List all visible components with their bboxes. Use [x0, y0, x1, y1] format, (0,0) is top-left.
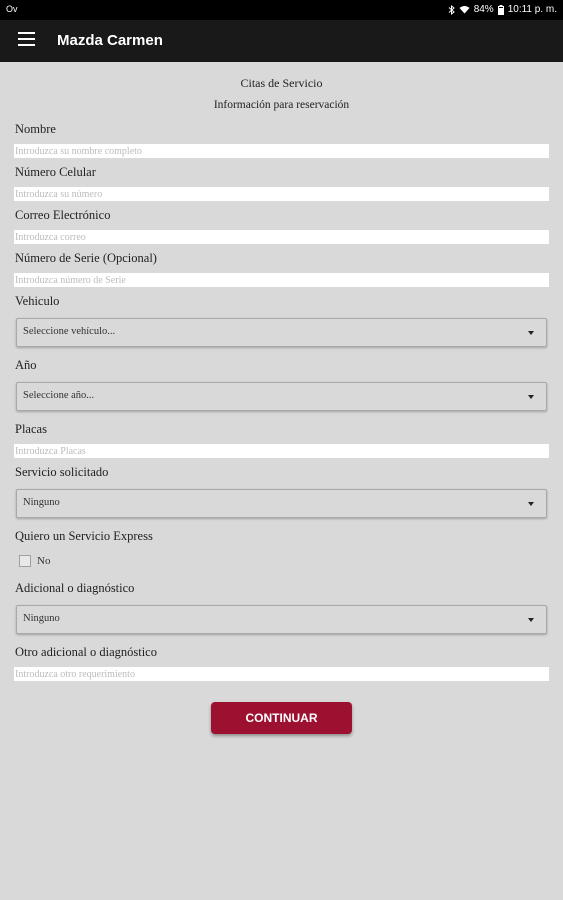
dropdown-arrow-icon — [528, 502, 534, 506]
continue-button[interactable]: CONTINUAR — [211, 702, 352, 734]
status-icons — [448, 4, 557, 15]
otro-input[interactable] — [14, 667, 549, 681]
vehiculo-selected: Seleccione vehículo... — [23, 326, 116, 337]
app-title: Mazda Carmen — [57, 32, 163, 49]
battery-icon — [498, 5, 504, 15]
serie-label: Número de Serie (Opcional) — [15, 251, 157, 265]
menu-icon[interactable] — [18, 32, 35, 50]
anio-label: Año — [15, 358, 37, 372]
app-bar — [0, 20, 563, 62]
placas-input[interactable] — [14, 444, 549, 458]
express-label: Quiero un Servicio Express — [15, 529, 153, 543]
clock: 10:11 p. m. — [507, 4, 557, 15]
otro-label: Otro adicional o diagnóstico — [15, 645, 157, 659]
nombre-label: Nombre — [15, 122, 56, 136]
battery-percent: 84% — [473, 4, 494, 15]
servicio-selected: Ninguno — [23, 497, 60, 508]
serie-input[interactable] — [14, 273, 549, 287]
form-title: Citas de Servicio — [240, 76, 323, 90]
anio-select[interactable] — [16, 382, 547, 411]
anio-selected: Seleccione año... — [23, 390, 95, 401]
servicio-label: Servicio solicitado — [15, 465, 109, 479]
wifi-icon — [459, 5, 470, 14]
celular-input[interactable] — [14, 187, 549, 201]
express-checkbox[interactable] — [19, 555, 31, 567]
dropdown-arrow-icon — [528, 395, 534, 399]
adicional-select[interactable] — [16, 605, 547, 634]
correo-label: Correo Electrónico — [15, 208, 111, 222]
celular-label: Número Celular — [15, 165, 96, 179]
placas-label: Placas — [15, 422, 47, 436]
dropdown-arrow-icon — [528, 618, 534, 622]
servicio-select[interactable] — [16, 489, 547, 518]
adicional-label: Adicional o diagnóstico — [15, 581, 135, 595]
dropdown-arrow-icon — [528, 331, 534, 335]
nombre-input[interactable] — [14, 144, 549, 158]
vehiculo-label: Vehiculo — [15, 294, 60, 308]
status-bar — [0, 0, 563, 20]
vehiculo-select[interactable] — [16, 318, 547, 347]
status-left-text: Ov — [6, 4, 18, 14]
correo-input[interactable] — [14, 230, 549, 244]
adicional-selected: Ninguno — [23, 613, 60, 624]
bluetooth-icon — [448, 5, 455, 15]
express-option-label: No — [37, 555, 51, 567]
form-subtitle: Información para reservación — [213, 99, 350, 111]
